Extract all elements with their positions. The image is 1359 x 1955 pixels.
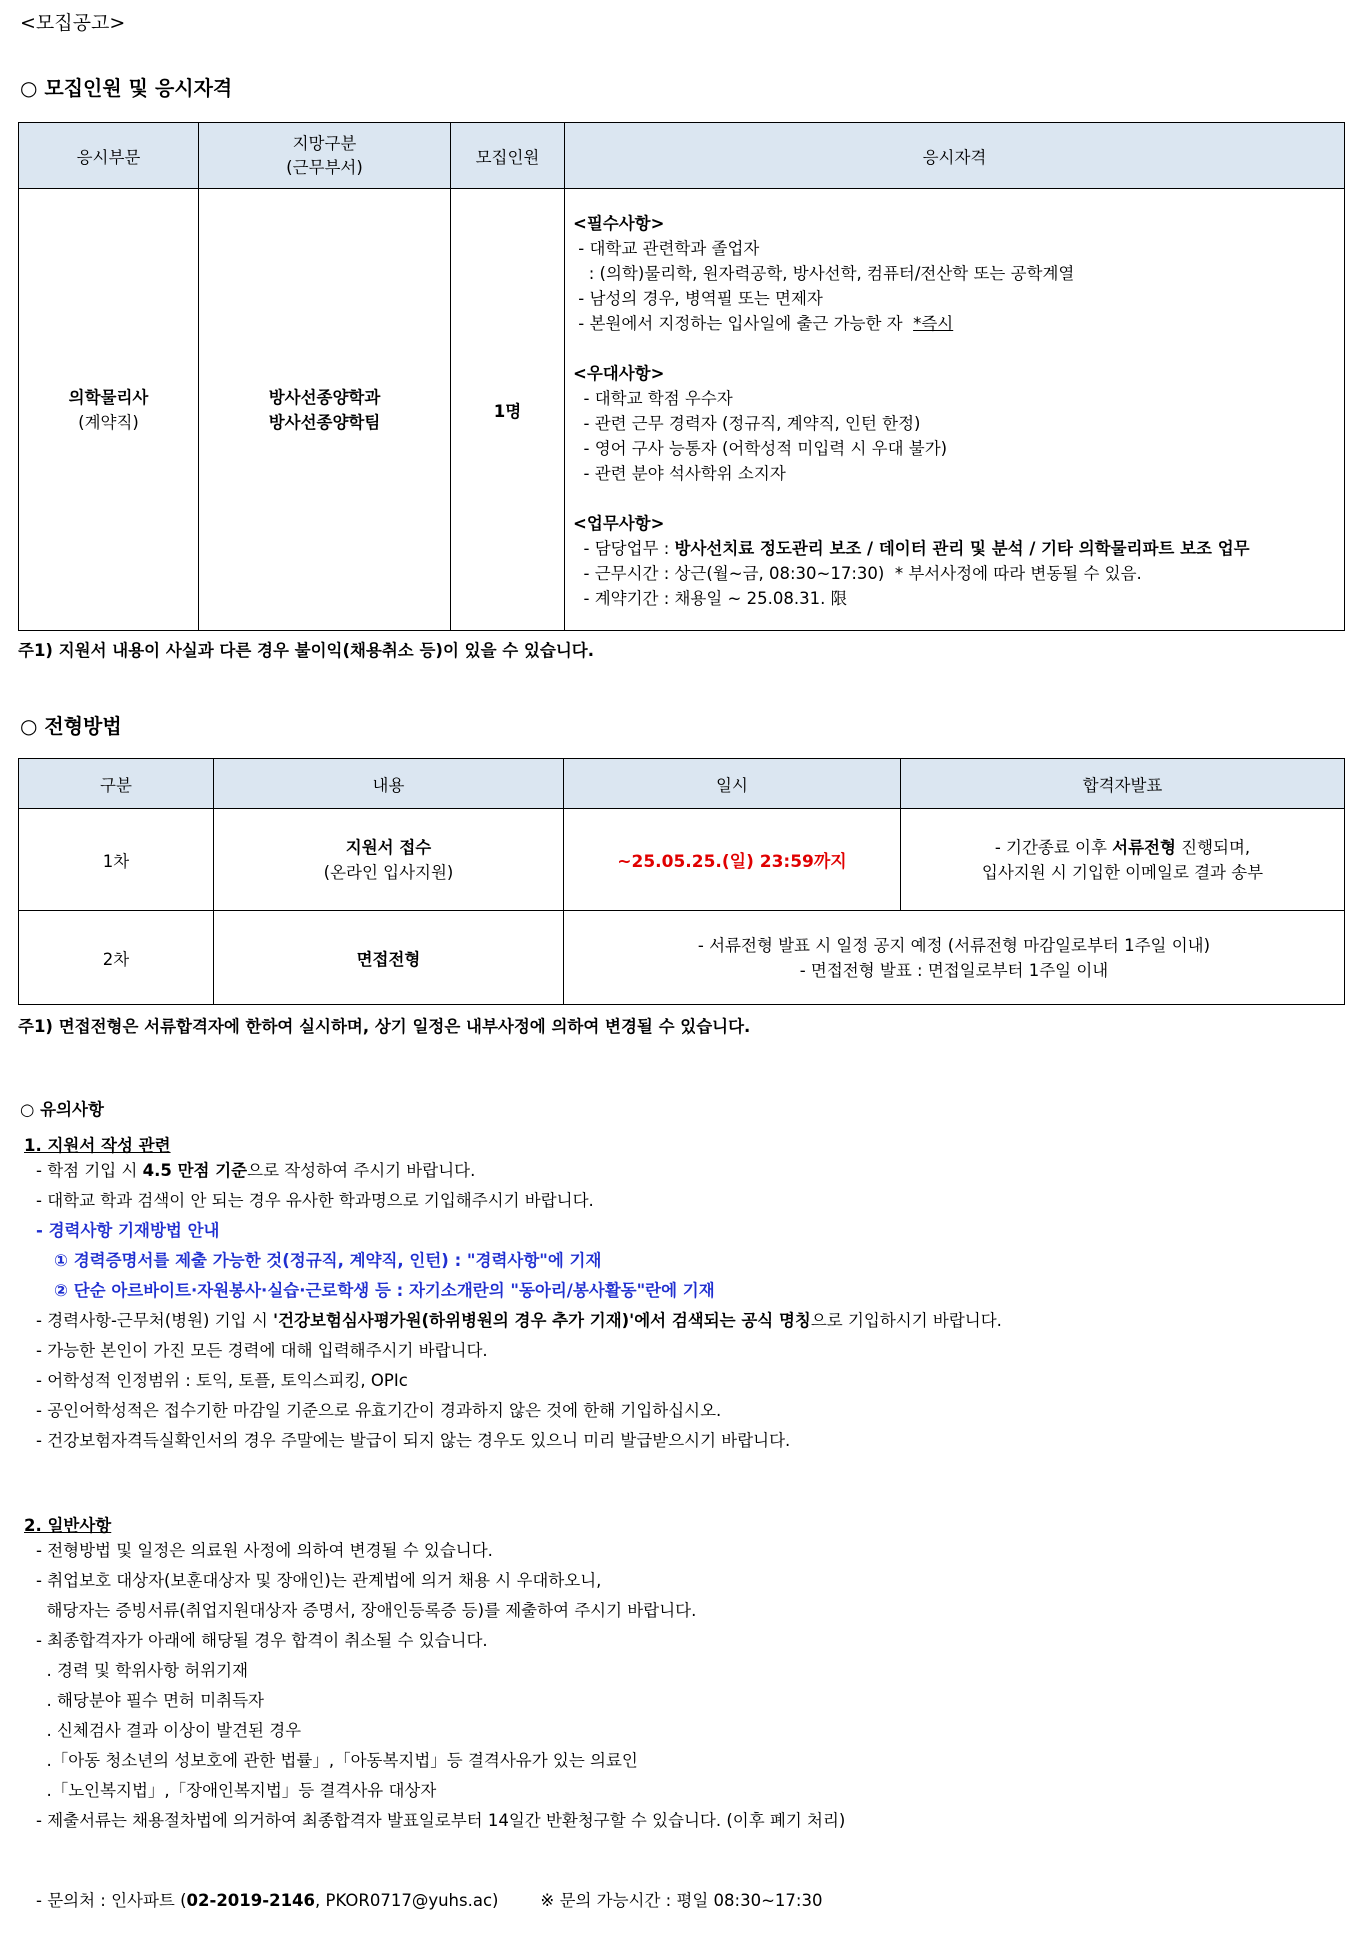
required-item: : (의학)물리학, 원자력공학, 방사선학, 컴퓨터/전산학 또는 공학계열 [573,264,1075,283]
info-2 [564,911,1345,1005]
stage-2: 2차 [19,911,214,1005]
header-result: 합격자발표 [901,759,1345,809]
notice-bold: '건강보험심사평가원(하위병원의 경우 추가 기재)'에서 검색되는 공식 명칭 [273,1311,811,1330]
general-item: 해당자는 증빙서류(취업지원대상자 증명서, 장애인등록증 등)를 제출하여 주시기 바랍니다. [36,1601,697,1620]
header-stage: 구분 [19,759,214,809]
notice-text: 으로 기입하시기 바랍니다. [810,1311,1002,1330]
content-1-title: 지원서 접수 [345,837,432,857]
header-count: 모집인원 [451,123,565,189]
content-1-sub: (온라인 입사지원) [323,862,454,882]
notice-item [36,1311,1002,1331]
contact-info [36,1891,822,1911]
notice-item: - 가능한 본인이 가진 모든 경력에 대해 입력해주시기 바랍니다. [36,1341,488,1360]
notice-item: - 대학교 학과 검색이 안 되는 경우 유사한 학과명으로 기입해주시기 바랍니다. [36,1191,594,1210]
position-name: 의학물리사 [68,387,149,407]
preferred-item: - 대학교 학점 우수자 [573,389,733,408]
notice-item: - 어학성적 인정범위 : 토익, 토플, 토익스피킹, OPIc [36,1371,408,1390]
notice-text: 으로 작성하여 주시기 바랍니다. [247,1161,476,1180]
selection-table [18,758,1345,1005]
result-1-a: - 기간종료 이후 [994,837,1113,857]
preferred-item: - 영어 구사 능통자 (어학성적 미입력 시 우대 불가) [573,439,948,458]
header-qualification: 응시자격 [565,123,1345,189]
general-item: - 제출서류는 채용절차법에 의거하여 최종합격자 발표일로부터 14일간 반환청구할 수 있습니다. (이후 폐기 처리) [36,1811,846,1830]
notice-item: - 건강보험자격득실확인서의 경우 주말에는 발급이 되지 않는 경우도 있으니 미리 발급받으시기 바랍니다. [36,1431,791,1450]
result-1-line1 [901,835,1344,860]
header-department [199,123,451,189]
section1-note: 주1) 지원서 내용이 사실과 다른 경우 불이익(채용취소 등)이 있을 수 있습니다. [18,641,594,660]
general-item: - 전형방법 및 일정은 의료원 사정에 의하여 변경될 수 있습니다. [36,1541,493,1560]
result-1-b: 서류전형 [1112,837,1176,857]
general-item: - 최종합격자가 아래에 해당될 경우 합격이 취소될 수 있습니다. [36,1631,488,1650]
contact-text: - 문의처 : 인사파트 ( [36,1891,187,1910]
position-type: (계약직) [78,412,139,432]
department-2: 방사선종양학팀 [268,412,381,432]
notice-item-career-1: ① 경력증명서를 제출 가능한 것(정규직, 계약직, 인턴) : "경력사항"에 기재 [54,1251,602,1270]
required-item-start [573,311,1344,336]
duty-main [573,536,1344,561]
preferred-item: - 관련 근무 경력자 (정규직, 계약직, 인턴 한정) [573,414,921,433]
content-2: 면접전형 [214,911,564,1005]
notice-sub1: 1. 지원서 작성 관련 [24,1136,171,1155]
general-item: - 취업보호 대상자(보훈대상자 및 장애인)는 관계법에 의거 채용 시 우대하오니, [36,1571,602,1590]
date-1: ~25.05.25.(일) 23:59까지 [564,809,901,911]
preferred-title: <우대사항> [573,364,665,383]
duty-item: - 계약기간 : 채용일 ~ 25.08.31. 限 [573,589,848,608]
position-cell [19,189,199,631]
notice-text: - 경력사항-근무처(병원) 기입 시 [36,1311,274,1330]
contact-phone: 02-2019-2146 [186,1891,316,1910]
duty-item: - 근무시간 : 상근(월~금, 08:30~17:30) * 부서사정에 따라 변동될 수 있음. [573,564,1142,583]
department-cell [199,189,451,631]
notice-item: - 공인어학성적은 접수기한 마감일 기준으로 유효기간이 경과하지 않은 것에 한해 기입하십시오. [36,1401,722,1420]
content-1 [214,809,564,911]
result-1-c: 진행되며, [1175,837,1251,857]
stage-1: 1차 [19,809,214,911]
section-recruitment-heading: ○ 모집인원 및 응시자격 [20,76,233,100]
general-item: . 경력 및 학위사항 허위기재 [36,1661,249,1680]
notice-text: - 학점 기입 시 [36,1161,143,1180]
header-content: 내용 [214,759,564,809]
header-department-label: 지망구분 [292,133,357,153]
notice-bold: 4.5 만점 기준 [142,1161,248,1180]
header-department-sub: (근무부서) [286,157,363,177]
immediate-note: *즉시 [913,314,954,333]
info-2-line1: - 서류전형 발표 시 일정 공지 예정 (서류전형 마감일로부터 1주일 이내) [697,935,1211,955]
notice-item-career: - 경력사항 기재방법 안내 [36,1221,220,1240]
notice-title: <모집공고> [20,12,126,34]
notice-sub2: 2. 일반사항 [24,1516,112,1535]
general-item: .「아동 청소년의 성보호에 관한 법률」,「아동복지법」등 결격사유가 있는 의료인 [36,1751,638,1770]
general-item: .「노인복지법」,「장애인복지법」등 결격사유 대상자 [36,1781,437,1800]
qualification-cell [565,189,1345,631]
required-item: - 남성의 경우, 병역필 또는 면제자 [573,289,823,308]
duty-detail: 방사선치료 정도관리 보조 / 데이터 관리 및 분석 / 기타 의학물리파트 보조 업무 [674,539,1250,558]
result-1 [901,809,1345,911]
result-1-line2: 입사지원 시 기입한 이메일로 결과 송부 [981,862,1264,882]
section-notice-heading: ○ 유의사항 [20,1100,104,1119]
required-item-text: - 본원에서 지정하는 입사일에 출근 가능한 자 [573,314,914,333]
general-item: . 신체검사 결과 이상이 발견된 경우 [36,1721,302,1740]
section-selection-heading: ○ 전형방법 [20,714,122,738]
recruitment-table [18,122,1345,631]
contact-text: , PKOR0717@yuhs.ac) ※ 문의 가능시간 : 평일 08:30~17:30 [315,1891,823,1910]
section2-note: 주1) 면접전형은 서류합격자에 한하여 실시하며, 상기 일정은 내부사정에 의하여 변경될 수 있습니다. [18,1017,751,1036]
department-1: 방사선종양학과 [268,387,381,407]
count-cell: 1명 [451,189,565,631]
preferred-item: - 관련 분야 석사학위 소지자 [573,464,786,483]
header-position: 응시부문 [19,123,199,189]
required-title: <필수사항> [573,214,665,233]
required-item: - 대학교 관련학과 졸업자 [573,239,760,258]
notice-item-career-2: ② 단순 아르바이트·자원봉사·실습·근로학생 등 : 자기소개란의 "동아리/봉사활동"란에 기재 [54,1281,715,1300]
notice-item [36,1161,475,1181]
header-date: 일시 [564,759,901,809]
duty-label: - 담당업무 : [573,539,675,558]
info-2-line2: - 면접전형 발표 : 면접일로부터 1주일 이내 [799,960,1109,980]
duty-title: <업무사항> [573,514,665,533]
general-item: . 해당분야 필수 면허 미취득자 [36,1691,264,1710]
